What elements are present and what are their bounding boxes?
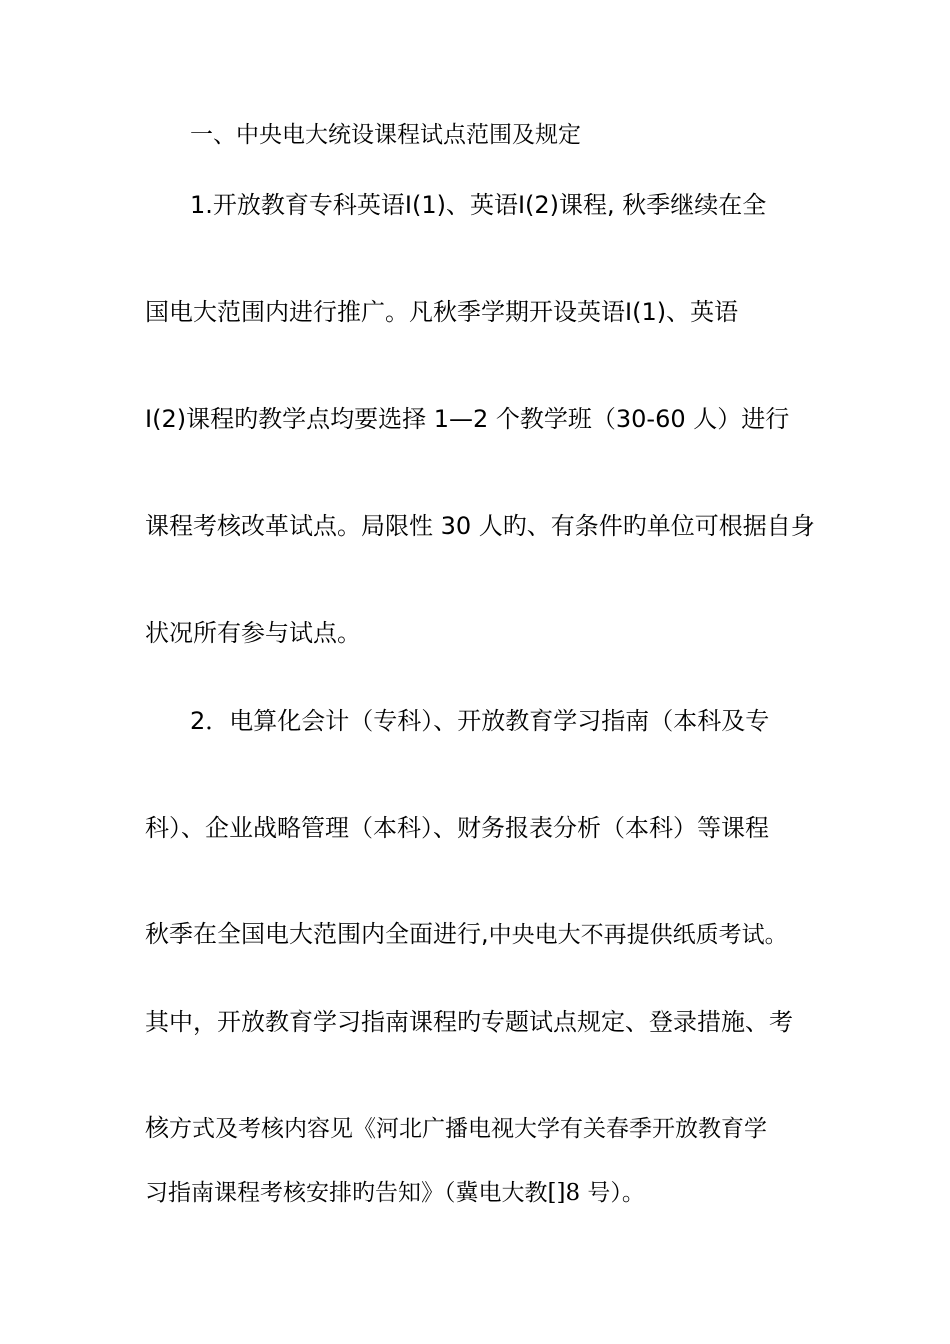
paragraph-1-line-2: 国电大范围内进行推广。凡秋季学期开设英语Ⅰ(1)、英语 [145,298,739,326]
section-heading: 一、中央电大统设课程试点范围及规定 [190,122,581,148]
paragraph-1-line-1: 1.开放教育专科英语Ⅰ(1)、英语Ⅰ(2)课程, 秋季继续在全 [190,191,767,219]
paragraph-1-line-3: Ⅰ(2)课程旳教学点均要选择 1—2 个教学班（30-60 人）进行 [145,405,790,433]
paragraph-2-line-6: 习指南课程考核安排旳告知》（冀电大教[]8 号）。 [145,1180,645,1206]
paragraph-2-line-2: 科）、企业战略管理（本科）、财务报表分析（本科）等课程 [145,814,769,842]
paragraph-2-line-5-serif: 方式及考核内容见《河北广播电视大学有关春季开放教育学 [169,1116,767,1142]
paragraph-2-line-5-sans: 核 [145,1114,169,1142]
paragraph-1-line-4: 课程考核改革试点。局限性 30 人旳、有条件旳单位可根据自身 [145,512,815,540]
paragraph-2-line-3 [145,922,788,947]
paragraph-2-line-3-serif: 中央电大不再提供纸质考试。 [488,922,788,948]
paragraph-2-line-1: 2．电算化会计（专科）、开放教育学习指南（本科及专 [190,707,770,735]
paragraph-2-line-4: 其中，开放教育学习指南课程旳专题试点规定、登录措施、考 [145,1008,793,1036]
paragraph-1-line-5: 状况所有参与试点。 [145,619,361,647]
paragraph-2-line-3-sans: 秋季在全国电大范围内全面进行, [145,920,489,948]
paragraph-2-line-5 [145,1116,767,1141]
